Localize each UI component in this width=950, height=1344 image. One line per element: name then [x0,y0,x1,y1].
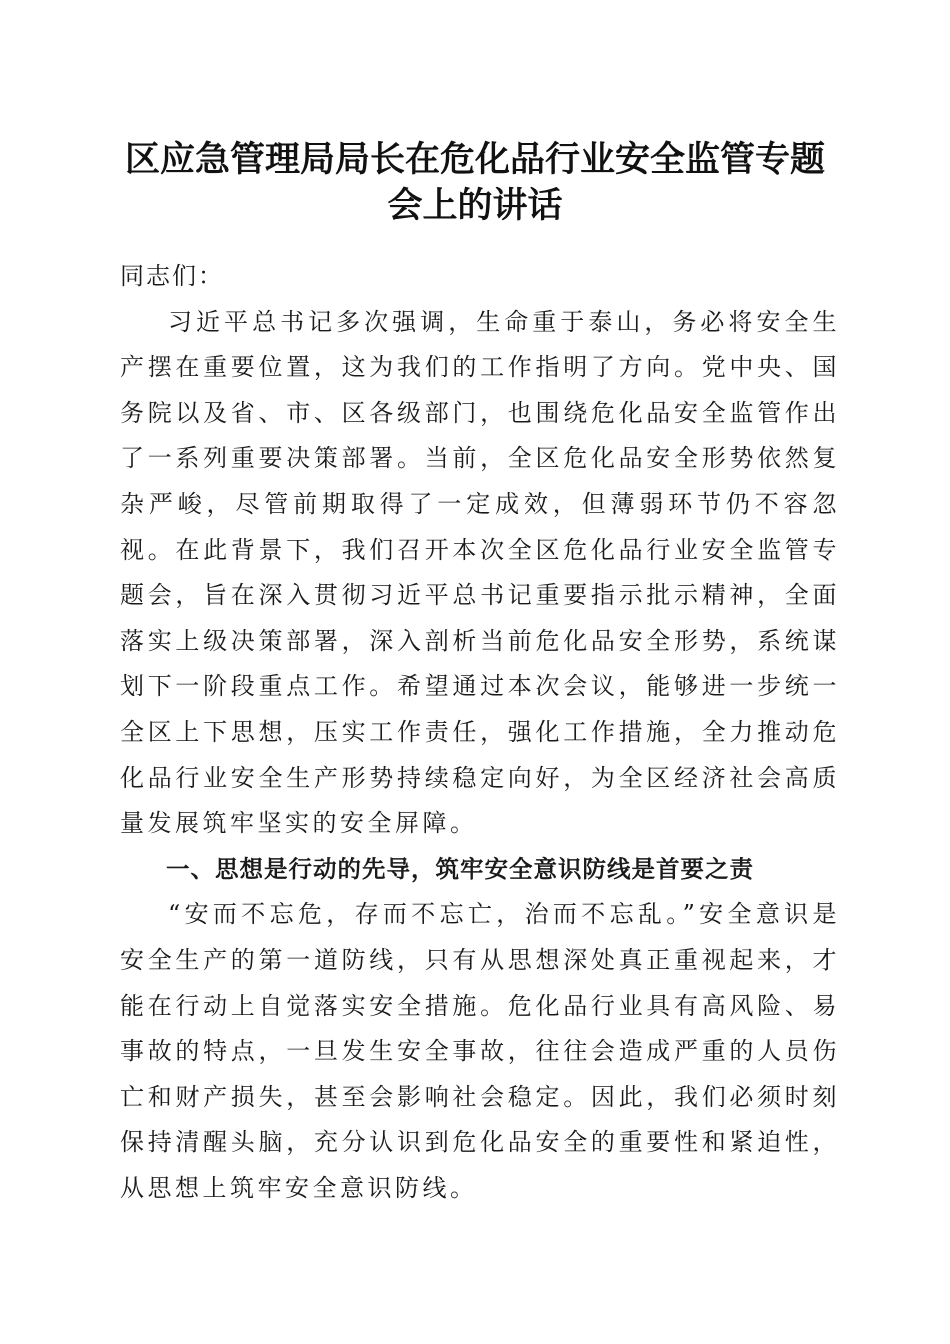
document-title-line-1: 区应急管理局局长在危化品行业安全监管专题 [124,139,825,180]
body-paragraph-2: “安而不忘危，存而不忘亡，治而不忘乱。”安全意识是安全生产的第一道防线，只有从思想深处真正重视起来，才能在行动上自觉落实安全措施。危化品行业具有高风险、易事故的特点，一旦发生安全事故，往往会造成严重的人员伤亡和财产损失，甚至会影响社会稳定。因此，我们必须时刻保持清醒头脑，充分认识到危化品安全的重要性和紧迫性，从思想上筑牢安全意识防线。 [120,900,840,1202]
salutation: 同志们： [120,262,224,290]
document-title-line-2: 会上的讲话 [387,185,563,226]
document-body [120,254,840,1211]
section-heading-1: 一、思想是行动的先导，筑牢安全意识防线是首要之责 [166,854,754,883]
body-paragraph-1: 习近平总书记多次强调，生命重于泰山，务必将安全生产摆在重要位置，这为我们的工作指明了方向。党中央、国务院以及省、市、区各级部门，也围绕危化品安全监管作出了一系列重要决策部署。当前，全区危化品安全形势依然复杂严峻，尽管前期取得了一定成效，但薄弱环节仍不容忽视。在此背景下，我们召开本次全区危化品行业安全监管专题会，旨在深入贯彻习近平总书记重要指示批示精神，全面落实上级决策部署，深入剖析当前危化品安全形势，系统谋划下一阶段重点工作。希望通过本次会议，能够进一步统一全区上下思想，压实工作责任，强化工作措施，全力推动危化品行业安全生产形势持续稳定向好，为全区经济社会高质量发展筑牢坚实的安全屏障。 [120,307,840,838]
